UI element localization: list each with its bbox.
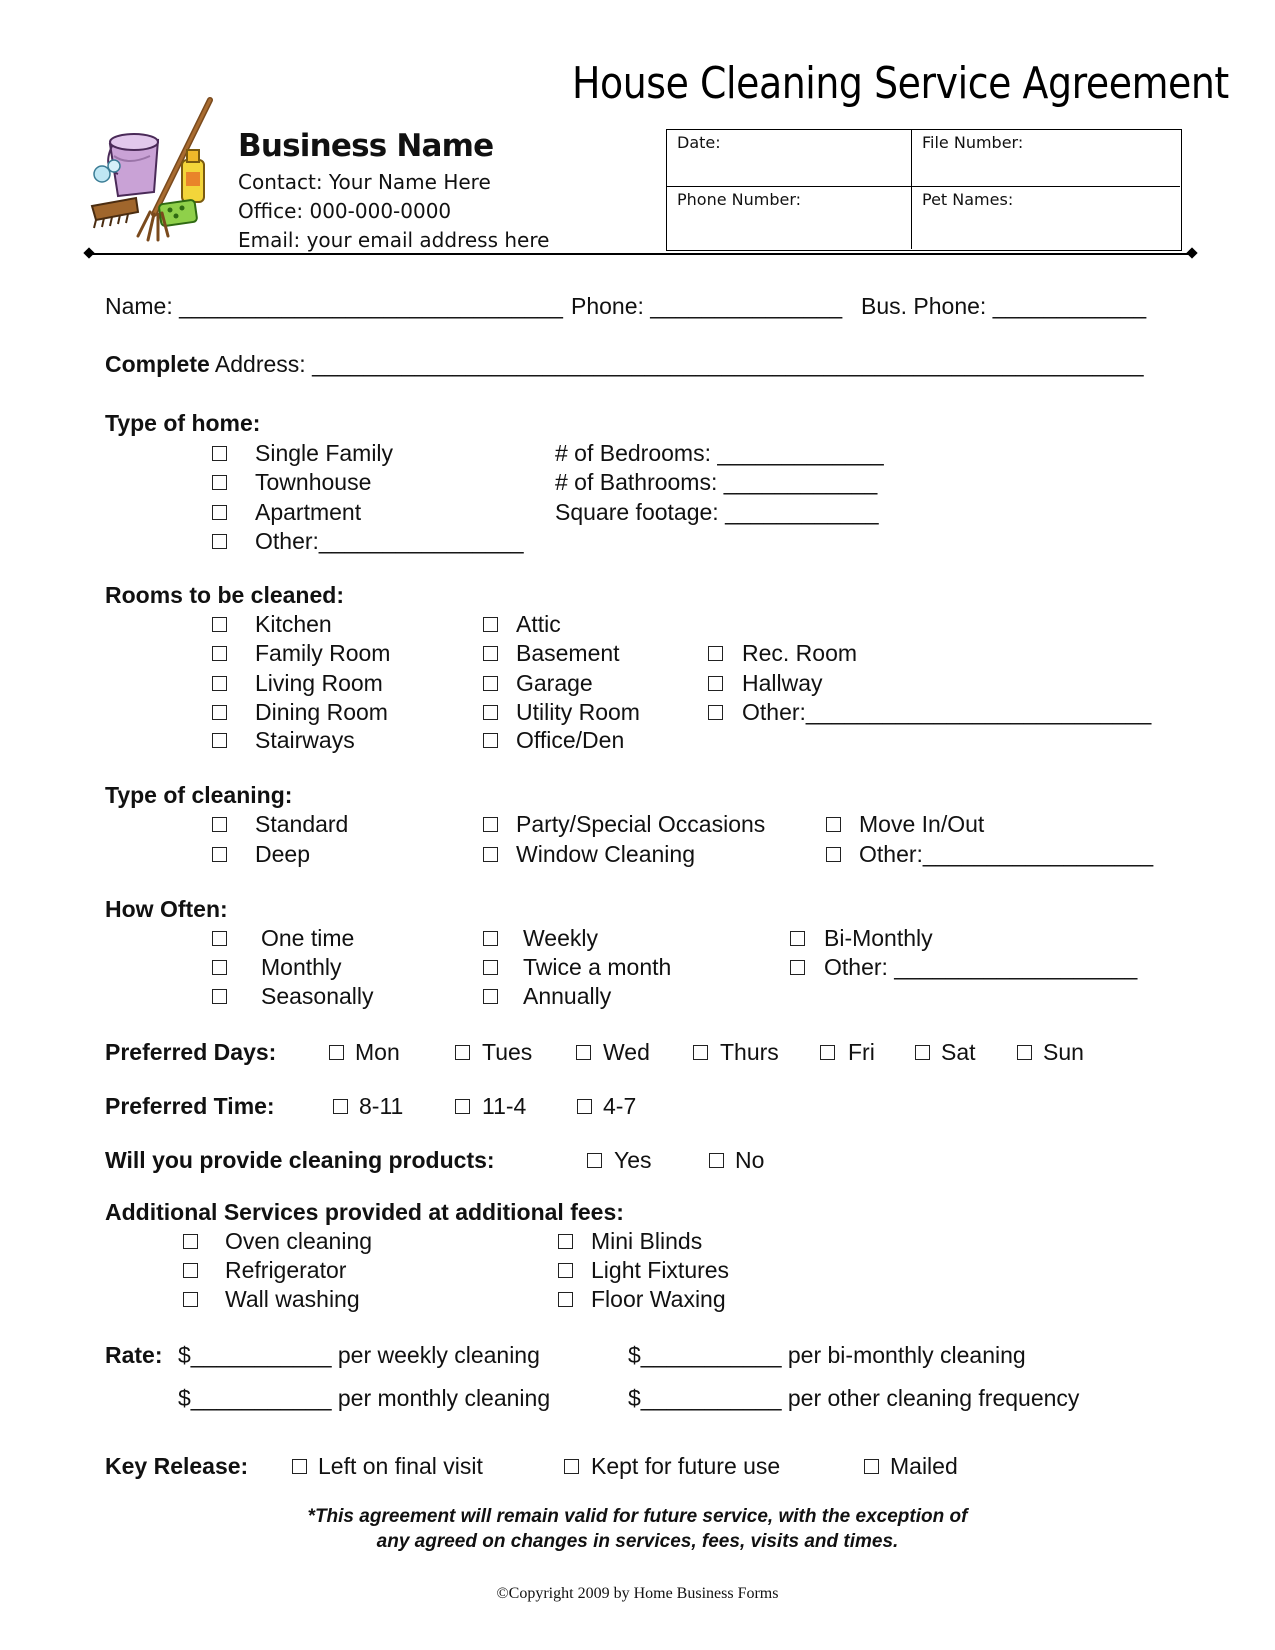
rate-heading: Rate: bbox=[105, 1342, 163, 1368]
additional-service-refrigerator-checkbox[interactable] bbox=[183, 1263, 198, 1278]
products-yes-checkbox[interactable] bbox=[587, 1153, 602, 1168]
additional-service-wall-washing-checkbox[interactable] bbox=[183, 1292, 198, 1307]
contact-line: Contact: Your Name Here bbox=[238, 170, 491, 194]
file-number-field[interactable] bbox=[912, 130, 1180, 187]
cleaning-type-move-in-out-checkbox[interactable] bbox=[826, 817, 841, 832]
home-type-apartment-label: Apartment bbox=[255, 499, 362, 525]
room-stairways-checkbox[interactable] bbox=[212, 733, 227, 748]
cleaning-type-party-special-occasions-checkbox[interactable] bbox=[483, 817, 498, 832]
day-sat-label: Sat bbox=[941, 1039, 976, 1065]
home-type-apartment-checkbox[interactable] bbox=[212, 505, 227, 520]
cleaning-type-other-label: Other:__________________ bbox=[859, 841, 1154, 867]
additional-service-light-fixtures-label: Light Fixtures bbox=[591, 1257, 730, 1283]
divider-end-diamond bbox=[1186, 247, 1197, 258]
room-family-room-checkbox[interactable] bbox=[212, 646, 227, 661]
key-release-left-on-final-visit-label: Left on final visit bbox=[318, 1453, 483, 1479]
frequency-annually-checkbox[interactable] bbox=[483, 989, 498, 1004]
home-type-single-family-checkbox[interactable] bbox=[212, 446, 227, 461]
room-dining-room-checkbox[interactable] bbox=[212, 705, 227, 720]
room-living-room-label: Living Room bbox=[255, 670, 383, 696]
email-line: Email: your email address here bbox=[238, 228, 550, 252]
room-hallway-checkbox[interactable] bbox=[708, 676, 723, 691]
rate-weekly-field[interactable]: $___________ per weekly cleaning bbox=[178, 1342, 540, 1368]
additional-service-oven-cleaning-label: Oven cleaning bbox=[225, 1228, 373, 1254]
square-footage-field[interactable]: Square footage: ____________ bbox=[555, 499, 879, 525]
divider-end-diamond bbox=[83, 247, 94, 258]
room-stairways-label: Stairways bbox=[255, 727, 355, 753]
room-hallway-label: Hallway bbox=[742, 670, 823, 696]
time-4-7-label: 4-7 bbox=[603, 1093, 637, 1119]
frequency-weekly-checkbox[interactable] bbox=[483, 931, 498, 946]
phone-number-label: Phone Number: bbox=[677, 190, 802, 209]
frequency-other-checkbox[interactable] bbox=[790, 960, 805, 975]
bus-phone-field[interactable]: Bus. Phone: ____________ bbox=[861, 293, 1147, 319]
cleaning-type-standard-checkbox[interactable] bbox=[212, 817, 227, 832]
address-bold-label: Complete bbox=[105, 351, 210, 377]
name-field[interactable]: Name: ______________________________ bbox=[105, 293, 563, 319]
room-family-room-label: Family Room bbox=[255, 640, 391, 666]
time-11-4-checkbox[interactable] bbox=[455, 1099, 470, 1114]
room-attic-checkbox[interactable] bbox=[483, 617, 498, 632]
agreement-note-line1: *This agreement will remain valid for future service, with the exception of bbox=[307, 1506, 968, 1527]
additional-service-light-fixtures-checkbox[interactable] bbox=[558, 1263, 573, 1278]
day-sun-checkbox[interactable] bbox=[1017, 1045, 1032, 1060]
additional-service-oven-cleaning-checkbox[interactable] bbox=[183, 1234, 198, 1249]
room-kitchen-checkbox[interactable] bbox=[212, 617, 227, 632]
room-garage-checkbox[interactable] bbox=[483, 676, 498, 691]
room-office-den-label: Office/Den bbox=[516, 727, 625, 753]
cleaning-type-window-cleaning-checkbox[interactable] bbox=[483, 847, 498, 862]
day-tues-label: Tues bbox=[482, 1039, 533, 1065]
day-fri-label: Fri bbox=[848, 1039, 875, 1065]
frequency-seasonally-label: Seasonally bbox=[261, 983, 374, 1009]
cleaning-type-other-checkbox[interactable] bbox=[826, 847, 841, 862]
additional-heading: Additional Services provided at additional fees: bbox=[105, 1199, 624, 1225]
additional-service-mini-blinds-label: Mini Blinds bbox=[591, 1228, 703, 1254]
cleaning-type-deep-checkbox[interactable] bbox=[212, 847, 227, 862]
home-type-other-label: Other:________________ bbox=[255, 528, 524, 554]
products-no-checkbox[interactable] bbox=[709, 1153, 724, 1168]
key-release-kept-for-future-use-label: Kept for future use bbox=[591, 1453, 781, 1479]
frequency-twice-a-month-checkbox[interactable] bbox=[483, 960, 498, 975]
room-basement-checkbox[interactable] bbox=[483, 646, 498, 661]
phone-field[interactable]: Phone: _______________ bbox=[571, 293, 843, 319]
room-office-den-checkbox[interactable] bbox=[483, 733, 498, 748]
additional-service-mini-blinds-checkbox[interactable] bbox=[558, 1234, 573, 1249]
phone-number-field[interactable] bbox=[667, 187, 912, 249]
home-type-other-checkbox[interactable] bbox=[212, 534, 227, 549]
cleaning-type-window-cleaning-label: Window Cleaning bbox=[516, 841, 695, 867]
additional-service-floor-waxing-label: Floor Waxing bbox=[591, 1286, 726, 1312]
cleaning-type-move-in-out-label: Move In/Out bbox=[859, 811, 985, 837]
day-mon-label: Mon bbox=[355, 1039, 400, 1065]
pet-names-label: Pet Names: bbox=[922, 190, 1014, 209]
room-other-label: Other:___________________________ bbox=[742, 699, 1152, 725]
key-release-kept-for-future-use-checkbox[interactable] bbox=[564, 1459, 579, 1474]
home-type-townhouse-checkbox[interactable] bbox=[212, 475, 227, 490]
address-field[interactable] bbox=[105, 351, 1144, 378]
bedrooms-field[interactable]: # of Bedrooms: _____________ bbox=[555, 440, 884, 466]
room-other-checkbox[interactable] bbox=[708, 705, 723, 720]
frequency-twice-a-month-label: Twice a month bbox=[523, 954, 672, 980]
cleaning-type-deep-label: Deep bbox=[255, 841, 310, 867]
frequency-one-time-label: One time bbox=[261, 925, 355, 951]
frequency-weekly-label: Weekly bbox=[523, 925, 598, 951]
date-field[interactable] bbox=[667, 130, 912, 187]
room-dining-room-label: Dining Room bbox=[255, 699, 388, 725]
key-release-left-on-final-visit-checkbox[interactable] bbox=[292, 1459, 307, 1474]
key-release-heading: Key Release: bbox=[105, 1453, 249, 1479]
day-sat-checkbox[interactable] bbox=[915, 1045, 930, 1060]
frequency-monthly-label: Monthly bbox=[261, 954, 342, 980]
time-11-4-label: 11-4 bbox=[482, 1093, 527, 1119]
home-type-single-family-label: Single Family bbox=[255, 440, 394, 466]
rate-bimonthly-field[interactable]: $___________ per bi-monthly cleaning bbox=[628, 1342, 1026, 1368]
frequency-seasonally-checkbox[interactable] bbox=[212, 989, 227, 1004]
time-8-11-checkbox[interactable] bbox=[333, 1099, 348, 1114]
rate-monthly-field[interactable]: $___________ per monthly cleaning bbox=[178, 1385, 551, 1411]
cleaning-type-party-special-occasions-label: Party/Special Occasions bbox=[516, 811, 766, 837]
room-rec-room-label: Rec. Room bbox=[742, 640, 858, 666]
room-kitchen-label: Kitchen bbox=[255, 611, 332, 637]
cleaning-type-heading: Type of cleaning: bbox=[105, 782, 293, 808]
cleaning-supplies-logo bbox=[88, 96, 228, 246]
home-type-townhouse-label: Townhouse bbox=[255, 469, 372, 495]
bathrooms-field[interactable]: # of Bathrooms: ____________ bbox=[555, 469, 878, 495]
room-utility-room-checkbox[interactable] bbox=[483, 705, 498, 720]
day-thurs-label: Thurs bbox=[720, 1039, 779, 1065]
frequency-monthly-checkbox[interactable] bbox=[212, 960, 227, 975]
additional-service-floor-waxing-checkbox[interactable] bbox=[558, 1292, 573, 1307]
products-no-label: No bbox=[735, 1147, 765, 1173]
type-of-home-heading: Type of home: bbox=[105, 410, 261, 436]
copyright: ©Copyright 2009 by Home Business Forms bbox=[496, 1585, 779, 1602]
day-mon-checkbox[interactable] bbox=[329, 1045, 344, 1060]
cleaning-type-standard-label: Standard bbox=[255, 811, 349, 837]
info-table bbox=[666, 129, 1182, 251]
day-tues-checkbox[interactable] bbox=[455, 1045, 470, 1060]
room-attic-label: Attic bbox=[516, 611, 561, 637]
form-title: House Cleaning Service Agreement bbox=[572, 58, 1229, 109]
date-label: Date: bbox=[677, 133, 721, 152]
time-4-7-checkbox[interactable] bbox=[577, 1099, 592, 1114]
office-line: Office: 000-000-0000 bbox=[238, 199, 452, 223]
rooms-heading: Rooms to be cleaned: bbox=[105, 582, 344, 608]
frequency-annually-label: Annually bbox=[523, 983, 612, 1009]
frequency-other-label: Other: ___________________ bbox=[824, 954, 1138, 980]
key-release-mailed-checkbox[interactable] bbox=[864, 1459, 879, 1474]
preferred-time-heading: Preferred Time: bbox=[105, 1093, 275, 1119]
header-divider bbox=[88, 253, 1193, 255]
day-wed-checkbox[interactable] bbox=[576, 1045, 591, 1060]
day-sun-label: Sun bbox=[1043, 1039, 1084, 1065]
day-wed-label: Wed bbox=[603, 1039, 650, 1065]
rate-other-field[interactable]: $___________ per other cleaning frequency bbox=[628, 1385, 1080, 1411]
frequency-bi-monthly-checkbox[interactable] bbox=[790, 931, 805, 946]
room-living-room-checkbox[interactable] bbox=[212, 676, 227, 691]
address-line: Address: _________________________________________________________________ bbox=[209, 351, 1144, 377]
preferred-days-heading: Preferred Days: bbox=[105, 1039, 277, 1065]
key-release-mailed-label: Mailed bbox=[890, 1453, 958, 1479]
room-utility-room-label: Utility Room bbox=[516, 699, 640, 725]
room-basement-label: Basement bbox=[516, 640, 620, 666]
business-name: Business Name bbox=[238, 128, 494, 164]
pet-names-field[interactable] bbox=[912, 187, 1180, 249]
frequency-bi-monthly-label: Bi-Monthly bbox=[824, 925, 933, 951]
frequency-one-time-checkbox[interactable] bbox=[212, 931, 227, 946]
products-yes-label: Yes bbox=[614, 1147, 652, 1173]
additional-service-refrigerator-label: Refrigerator bbox=[225, 1257, 347, 1283]
products-heading: Will you provide cleaning products: bbox=[105, 1147, 495, 1173]
file-number-label: File Number: bbox=[922, 133, 1024, 152]
agreement-note-line2: any agreed on changes in services, fees, visits and times. bbox=[376, 1531, 899, 1552]
day-thurs-checkbox[interactable] bbox=[693, 1045, 708, 1060]
day-fri-checkbox[interactable] bbox=[820, 1045, 835, 1060]
room-garage-label: Garage bbox=[516, 670, 593, 696]
additional-service-wall-washing-label: Wall washing bbox=[225, 1286, 360, 1312]
room-rec-room-checkbox[interactable] bbox=[708, 646, 723, 661]
how-often-heading: How Often: bbox=[105, 896, 228, 922]
time-8-11-label: 8-11 bbox=[359, 1093, 404, 1119]
